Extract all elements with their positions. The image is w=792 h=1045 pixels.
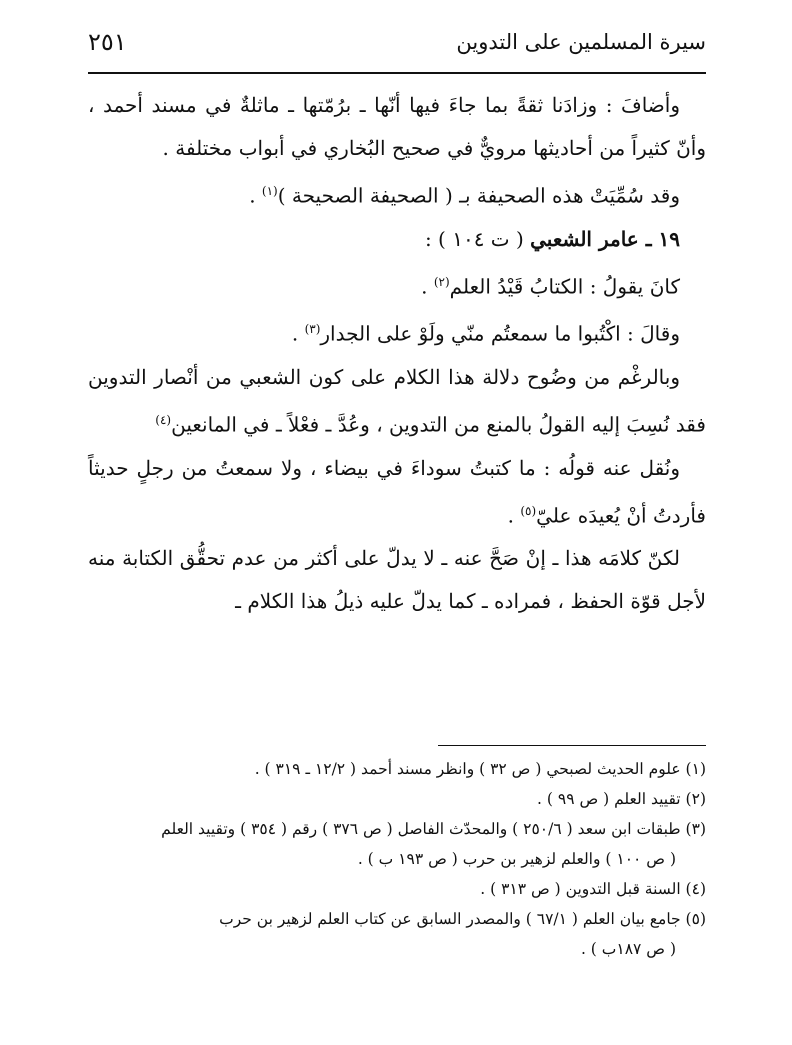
paragraph-end: . <box>507 503 521 528</box>
footnote: (٥) جامع بيان العلم ( ٦٧/١ ) والمصدر السابق عن كتاب العلم لزهير بن حرب <box>219 910 706 928</box>
section-heading <box>88 218 706 261</box>
paragraph-text: وأضافَ : وزادَنا ثقةً بما جاءَ فيها أنّها ـ برُمّتها ـ ماثلةٌ في مسند أحمد ، وأنّ كثيراً من أحاديثها مرويٌّ في صحيح البُخاري في أبواب مختلفة . <box>88 93 706 160</box>
heading-title: ١٩ ـ عامر الشعبي <box>530 226 680 251</box>
paragraph <box>88 261 706 309</box>
paragraph-text: لكنّ كلامَه هذا ـ إنْ صَحَّ عنه ـ لا يدلّ على أكثر من عدم تحقُّق الكتابة منه لأجل قوّة الحفظ ، فمراده ـ كما يدلّ عليه ذيلُ هذا الكلام ـ <box>88 546 706 614</box>
footnote-ref: (٤) <box>155 412 172 427</box>
page-number: ٢٥١ <box>88 28 127 56</box>
footnote: (١) علوم الحديث لصبحي ( ص ٣٢ ) وانظر مسند أحمد ( ١٢/٢ ـ ٣١٩ ) . <box>254 760 706 778</box>
main-text <box>88 84 706 623</box>
footnote: (٤) السنة قبل التدوين ( ص ٣١٣ ) . <box>480 880 706 898</box>
footnote-ref: (١) <box>261 184 278 198</box>
paragraph <box>88 308 706 356</box>
paragraph-text: وقد سُمِّيَتْ هذه الصحيفة بـ ( الصحيفة الصحيحة ) <box>277 183 680 208</box>
footnote: (٣) طبقات ابن سعد ( ٢٥٠/٦ ) والمحدّث الفاصل ( ص ٣٧٦ ) رقم ( ٣٥٤ ) وتقييد العلم <box>161 820 706 838</box>
footnotes <box>88 754 706 964</box>
running-title: سيرة المسلمين على التدوين <box>456 30 706 54</box>
paragraph-text: كانَ يقولُ : الكتابُ قَيْدُ العلم <box>449 274 680 299</box>
paragraph <box>88 84 706 170</box>
paragraph-end: . <box>291 321 305 346</box>
footnote-ref: (٣) <box>304 322 321 337</box>
running-header <box>88 28 706 66</box>
footnote-continuation: ( ص ١٠٠ ) والعلم لزهير بن حرب ( ص ١٩٣ ب ) . <box>357 850 676 868</box>
footnote-continuation: ( ص ١٨٧ب ) . <box>580 940 676 958</box>
paragraph <box>88 537 706 623</box>
footnote: (٢) تقييد العلم ( ص ٩٩ ) . <box>537 790 706 808</box>
paragraph-text: وبالرغْم من وضُوح دلالة هذا الكلام على كون الشعبي من أنْصار التدوين فقد نُسِبَ إليه القولُ بالمنع من التدوين ، وعُدَّ ـ فعْلاً ـ في المانعين <box>88 364 706 437</box>
paragraph-text: ونُقل عنه قولُه : ما كتبتُ سوداءَ في بيضاء ، ولا سمعتُ من رجلٍ حديثاً فأردتُ أنْ يُعيدَه عليّ <box>88 455 706 528</box>
footnote-ref: (٢) <box>433 274 450 289</box>
paragraph-text: وقالَ : اكْتُبوا ما سمعتُم منّي ولَوْ على الجدار <box>320 321 680 346</box>
footnote-rule <box>438 745 706 746</box>
footnote-ref: (٥) <box>520 503 537 518</box>
header-rule <box>88 72 706 74</box>
paragraph-end: . <box>249 183 262 208</box>
paragraph <box>88 170 706 218</box>
paragraph <box>88 447 706 538</box>
paragraph-end: . <box>421 274 434 299</box>
paragraph <box>88 356 706 447</box>
heading-date: ( ت ١٠٤ ) : <box>424 226 531 251</box>
